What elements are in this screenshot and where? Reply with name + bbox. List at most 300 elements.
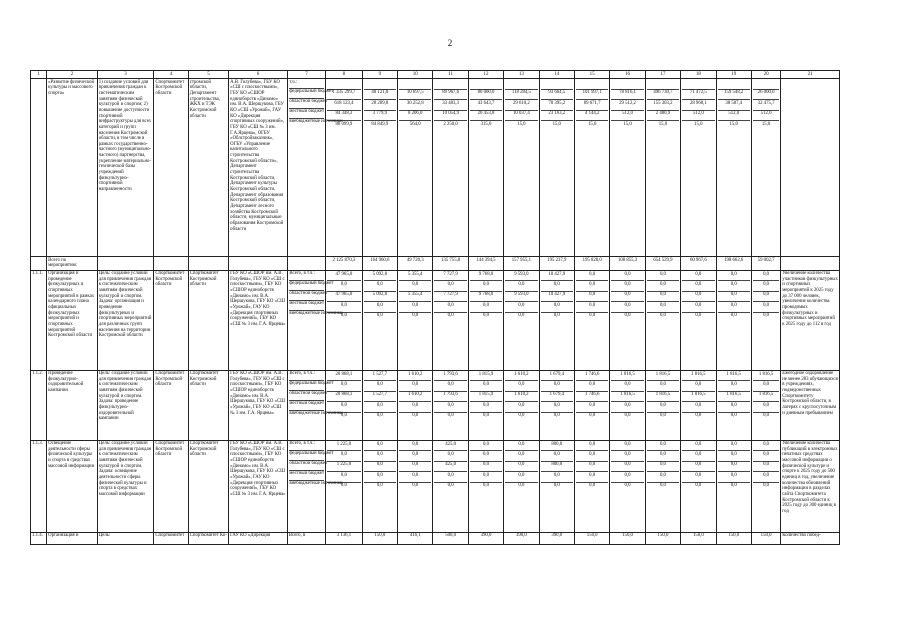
program-value-line: 496 730,7 [647, 90, 679, 100]
column-number: 17 [645, 71, 680, 79]
total-value: 198 662,6 [716, 257, 751, 271]
total-result [781, 257, 840, 271]
program-value-line: 512,0 [682, 111, 714, 121]
program-value-line: 38 587,4 [718, 100, 750, 110]
activity-value-line: 0,0 [541, 381, 573, 391]
program-value-line: 28 968,1 [682, 100, 714, 110]
activity-value-line: 0,0 [340, 313, 347, 319]
activity-value-line: 0,0 [718, 462, 750, 472]
activity-source-line: областной бюджет [289, 461, 324, 471]
column-number-row [31, 71, 840, 79]
activity-source [287, 270, 343, 370]
activity-value-line: 1 610,2 [399, 371, 431, 381]
activity-value-line: 0,0 [647, 472, 679, 482]
activity-value: 390,0 [468, 532, 503, 544]
program-value-line: 618 123,4 [327, 100, 360, 110]
activity-name: Организация и [47, 532, 98, 544]
program-value-line: 4 144,2 [576, 111, 608, 121]
program-value [574, 79, 609, 257]
activity-value-line: 0,0 [376, 483, 383, 489]
program-value-line: 84 348,3 [327, 111, 360, 121]
activity-value-line: 47 965,0 [327, 292, 360, 302]
program-value-line: 512,0 [753, 111, 779, 121]
activity-value-line: 0,0 [589, 413, 596, 419]
activity-value-line: 1 816,5 [718, 392, 750, 402]
activity-value-line: 0,0 [553, 413, 560, 419]
activity-source-line: местный бюджет [289, 471, 324, 481]
column-number: 13 [504, 71, 539, 79]
activity-value [398, 370, 433, 440]
program-value [362, 79, 397, 257]
activity-result: Увеличение количества участников физкультурных и спортивных мероприятий к 2025 году до 37 000 человек, увеличение количества проводимых физкультурных и спортивных мероприятий к 2025 году до 112 в год [781, 270, 840, 370]
activity-value [574, 270, 609, 370]
activity-value-line: 0,0 [399, 451, 431, 461]
activity-value-line: 0,0 [753, 402, 779, 412]
program-value [433, 79, 468, 257]
program-source [287, 79, 343, 257]
activity-value-line: 9 593,0 [505, 292, 537, 302]
activity-value-line: 0,0 [327, 381, 360, 391]
activity-value-line: 0,0 [682, 472, 714, 482]
activity-value-line: 1 679,4 [541, 392, 573, 402]
total-value: 164 960,6 [362, 257, 397, 271]
program-value-line: 159 548,2 [718, 90, 750, 100]
activity-value-line: 0,0 [364, 402, 396, 412]
activity-value-line: 20 868,1 [327, 392, 360, 402]
activity-value-line: 5 355,4 [399, 271, 431, 281]
activity-value: 150,0 [574, 532, 609, 544]
total-value: 144 394,5 [468, 257, 503, 271]
program-coexecutors: стромской области, Департамент строительства, ЖКХ и ТЭК Костромской области [188, 79, 228, 257]
column-number: 9 [362, 71, 397, 79]
activity-value [681, 440, 716, 532]
activity-value-line: 0,0 [340, 483, 347, 489]
activity-value-line: 0,0 [541, 451, 573, 461]
activity-value-line: 0,0 [399, 381, 431, 391]
activity-source-line: местный бюджет [289, 401, 324, 411]
column-number: 14 [539, 71, 574, 79]
activity-value [433, 440, 468, 532]
program-value-line: 28 289,8 [364, 100, 396, 110]
activity-value-line: 0,0 [412, 483, 419, 489]
total-code [31, 257, 47, 271]
program-value-line [682, 80, 714, 90]
total-value: 108 855,3 [610, 257, 645, 271]
column-number: 20 [751, 71, 780, 79]
activity-value [574, 440, 609, 532]
program-source-line: внебюджетные источники [289, 119, 343, 125]
activity-value-line: 0,0 [470, 441, 502, 451]
activity-value-line: 1 816,5 [647, 371, 679, 381]
activity-result: Ежегодное оздоровление не менее 283 обучающихся в учреждениях, подведомственных Спорткомитету Костромской области, в лагерях с круглосуточным и дневным пребыванием [781, 370, 840, 440]
activity-value: 150,0 [610, 532, 645, 544]
activity-value [362, 370, 397, 440]
activity-value [504, 270, 539, 370]
activity-value-line: 0,0 [505, 302, 537, 312]
activity-value-line: 1 816,5 [611, 371, 643, 381]
column-number: 18 [681, 71, 716, 79]
activity-value-line: 0,0 [763, 413, 770, 419]
activity-value-line: 0,0 [327, 402, 360, 412]
activity-participants: ГБУ КО «СШОР им. А.В. Голубева», ГБУ КО «СШ с плоскостными», ГБУ КО «СШОР единоборств «Динамо» им. В.А. Шершукова, ГБУ КО «СШ «Урожай», ГАУ КО «Дирекция спортивных сооружений», ГБУ КО «СШ № 3 им. Г.А. Ярцева» [229, 440, 288, 532]
program-value-line: 8 206,0 [399, 111, 431, 121]
activity-value-line: 0,0 [647, 302, 679, 312]
program-value-line: 15,0 [658, 121, 668, 127]
activity-value-line: 0,0 [470, 302, 502, 312]
activity-value-line: 0,0 [327, 302, 360, 312]
total-empty [229, 257, 288, 271]
activity-value-line: 0,0 [434, 281, 466, 291]
activity-value-line: 1 610,2 [505, 392, 537, 402]
program-result [781, 79, 840, 257]
activity-value [610, 270, 645, 370]
activity-value-line: 0,0 [434, 451, 466, 461]
activity-row [31, 532, 840, 544]
column-number: 7 [287, 71, 325, 79]
activity-source-line: областной бюджет [289, 391, 324, 401]
activity-value-line: 0,0 [376, 313, 383, 319]
activity-source: Всего, в [287, 532, 325, 544]
activity-value-line: 0,0 [412, 313, 419, 319]
program-value-line [611, 80, 643, 90]
activity-value [433, 370, 468, 440]
activity-value-line: 0,0 [576, 472, 608, 482]
program-value-line: 48 121,0 [364, 90, 396, 100]
activity-value-line: 0,0 [763, 483, 770, 489]
activity-value-line: 0,0 [753, 271, 779, 281]
activity-value-line: 0,0 [647, 451, 679, 461]
activity-value-line: 0,0 [611, 281, 643, 291]
activity-value-line: 0,0 [364, 451, 396, 461]
activity-value [539, 440, 574, 532]
activity-value-line: 0,0 [541, 472, 573, 482]
activity-value: 150,0 [716, 532, 751, 544]
activity-value-line: 0,0 [730, 313, 737, 319]
activity-source-line: федеральный бюджет [289, 381, 324, 391]
activity-value [468, 440, 503, 532]
program-value-line: 89 671,7 [576, 100, 608, 110]
activity-name: Организация и проведение физкультурных и спортивных мероприятий в рамках календарного плана официальных физкультурных мероприятий и спортивных мероприятий Костромской области [47, 270, 98, 370]
activity-coexecutor: Спорткомитет Костромской области [188, 440, 228, 532]
activity-value-line: 0,0 [399, 472, 431, 482]
total-value: 195 237,9 [539, 257, 574, 271]
program-value-line [364, 80, 396, 90]
activity-value-line: 0,0 [682, 462, 714, 472]
activity-value-line: 0,0 [482, 413, 489, 419]
activity-value-line: 0,0 [659, 483, 666, 489]
activity-value-line: 0,0 [682, 441, 714, 451]
activity-value-line: 0,0 [470, 462, 502, 472]
activity-source-line: федеральный бюджет [289, 281, 324, 291]
program-value [645, 79, 680, 257]
activity-value-line: 0,0 [718, 472, 750, 482]
column-number: 19 [716, 71, 751, 79]
activity-value-line: 1 816,5 [682, 392, 714, 402]
total-value: 49 720,3 [398, 257, 433, 271]
activity-value [716, 370, 751, 440]
activity-value-line: 0,0 [327, 472, 360, 482]
activity-code: 1.1.3. [31, 440, 47, 532]
activity-value-line: 0,0 [611, 302, 643, 312]
program-value-line: 15,0 [729, 121, 738, 127]
activity-result: Увеличение количества публикаций в электронных печатных средствах массовой информации о физической культуре и спорте к 2025 году до 500 единиц в год, увеличение количества обновлений информации в разделах сайта Спорткомитета Костромской области к 2025 году до 300 единиц в год [781, 440, 840, 532]
program-value-line: 10 037,4 [505, 111, 537, 121]
column-number: 21 [781, 71, 840, 79]
activity-value-line: 0,0 [647, 402, 679, 412]
activity-value-line: 0,0 [763, 313, 770, 319]
activity-value-line: 0,0 [505, 451, 537, 461]
activity-value-line: 0,0 [553, 483, 560, 489]
activity-name: Проведение физкультурно-оздоровительной кампании [47, 370, 98, 440]
program-value-line: 71 472,5 [682, 90, 714, 100]
program-value [504, 79, 539, 257]
activity-value: 500,0 [433, 532, 468, 544]
activity-result: Количество побед- [781, 532, 840, 544]
activity-value [610, 370, 645, 440]
activity-value-line: 0,0 [753, 462, 779, 472]
activity-value-line: 0,0 [447, 413, 454, 419]
activity-value-line: 0,0 [624, 413, 631, 419]
activity-row [31, 440, 840, 532]
activity-value-line: 0,0 [718, 292, 750, 302]
program-source-line: федеральный бюджет [289, 89, 324, 99]
total-empty [97, 257, 154, 271]
activity-value-line: 0,0 [611, 451, 643, 461]
activity-value-line: 0,0 [376, 413, 383, 419]
activity-value [716, 440, 751, 532]
activity-value-line: 0,0 [695, 413, 702, 419]
activity-value-line: 1 225,0 [327, 441, 360, 451]
program-value-line [399, 80, 431, 90]
activity-value: 3 136,1 [326, 532, 362, 544]
program-value-line: 315,0 [480, 121, 492, 127]
program-value-line: 10 054,9 [434, 111, 466, 121]
activity-value-line: 0,0 [611, 472, 643, 482]
activity-source [287, 440, 343, 532]
column-number: 10 [398, 71, 433, 79]
activity-value-line: 1 610,2 [399, 392, 431, 402]
activity-value: 150,0 [362, 532, 397, 544]
activity-source-line: федеральный бюджет [289, 451, 324, 461]
program-value-line: 30 252,8 [399, 100, 431, 110]
activity-value-line: 0,0 [753, 292, 779, 302]
activity-value-line: 0,0 [753, 472, 779, 482]
program-value-line [541, 80, 573, 90]
activity-value-line: 0,0 [505, 381, 537, 391]
program-value-line: 26 000,0 [753, 90, 779, 100]
program-value-line: 1 335 299,7 [327, 90, 360, 100]
activity-participants: ГБУ КО «СШОР им. А.В. Голубева», ГБУ КО «СШ с плоскостными», ГБУ КО «СШОР единоборств «Динамо» им. В.А. Шершукова, ГБУ КО «СШ «Урожай», ГБУ КО «СШ № 3 им. Г.А. Ярцева» [229, 370, 288, 440]
program-value-line: 29 512,2 [611, 100, 643, 110]
program-value-line: 78 395,2 [541, 100, 573, 110]
program-goal: 1) создание условий для привлечения граждан к систематическим занятиям физической культурой и спортом; 2) повышение доступности спортивной инфраструктуры для всех категорий и групп населения Костромской области, в том числе в рамках государственно-частного (муниципально-частного) партнерства, укрепление материально-технической базы учреждений физкультурно-спортивной направленности [97, 79, 154, 257]
activity-value-line: 0,0 [753, 381, 779, 391]
activity-value-line: 5 092,8 [364, 271, 396, 281]
program-value-line [753, 80, 779, 90]
activity-value-line: 10 427,9 [541, 292, 573, 302]
column-number: 2 [47, 71, 98, 79]
activity-value [716, 270, 751, 370]
activity-value-line: 0,0 [695, 313, 702, 319]
activity-value-line: 0,0 [364, 441, 396, 451]
activity-value-line: 7 727,9 [434, 292, 466, 302]
activity-source-line: Всего, в т.ч.: [289, 371, 324, 381]
program-value-line: 15,0 [694, 121, 703, 127]
activity-value-line: 0,0 [518, 413, 525, 419]
activity-coexecutor: Спорткомитет Костромской области [188, 370, 228, 440]
activity-value-line: 425,0 [434, 462, 466, 472]
activity-value-line: 0,0 [718, 451, 750, 461]
activity-value-line: 800,0 [541, 441, 573, 451]
activity-value-line: 0,0 [470, 402, 502, 412]
activity-executor: Спорткомитет Костромской области [154, 270, 188, 370]
activity-value-line: 0,0 [753, 451, 779, 461]
activity-value-line: 0,0 [682, 451, 714, 461]
activity-source-line: областной бюджет [289, 291, 324, 301]
activity-value-line: 0,0 [399, 402, 431, 412]
program-row [31, 79, 840, 257]
activity-participants: ГБУ КО «СШОР им. А.В. Голубева», ГБУ КО «СШ с плоскостными», ГБУ КО «СШОР единоборств «Динамо» им. В.А. Шершукова, ГБУ КО «СШ «Урожай», ГАУ КО «Дирекция спортивных сооружений», ГБУ КО «СШ № 3 им. Г.А. Ярцева» [229, 270, 288, 370]
activity-value-line: 1 815,9 [470, 392, 502, 402]
program-value [681, 79, 716, 257]
activity-source-line: Всего, в т.ч.: [289, 441, 324, 451]
program-total-row [31, 257, 840, 271]
activity-code: 1.1.1. [31, 270, 47, 370]
activity-value-line: 0,0 [682, 271, 714, 281]
program-value-line: 3 779,9 [364, 111, 396, 121]
activity-value-line: 9 593,0 [505, 271, 537, 281]
activity-value-line: 0,0 [682, 281, 714, 291]
activity-value-line: 0,0 [611, 441, 643, 451]
activity-value-line: 0,0 [434, 472, 466, 482]
column-number: 6 [229, 71, 288, 79]
program-value-line [576, 80, 608, 90]
activity-value-line: 0,0 [399, 302, 431, 312]
activity-value-line: 1 746,6 [576, 371, 608, 381]
activity-value-line: 1 746,6 [576, 392, 608, 402]
activity-value-line: 0,0 [518, 483, 525, 489]
activity-value: 150,0 [751, 532, 780, 544]
program-value-line: 2 480,9 [647, 111, 679, 121]
activity-value-line: 0,0 [576, 441, 608, 451]
activity-executor: Спорткомитет Костромской области [154, 370, 188, 440]
program-value-line: 15,0 [761, 121, 771, 127]
program-value [326, 79, 362, 257]
activity-value-line: 0,0 [364, 281, 396, 291]
activity-value: 390,0 [539, 532, 574, 544]
activity-value-line: 0,0 [482, 483, 489, 489]
activity-value-line: 20 868,1 [327, 371, 360, 381]
activity-value [398, 270, 433, 370]
activity-value-line: 0,0 [505, 462, 537, 472]
activity-value-line: 0,0 [730, 483, 737, 489]
activity-value [610, 440, 645, 532]
program-value-line: 101 997,1 [576, 90, 608, 100]
activity-value [574, 370, 609, 440]
activity-value-line: 1 816,5 [682, 371, 714, 381]
total-value: 157 955,1 [504, 257, 539, 271]
program-value-line [470, 80, 502, 90]
program-value-line: 88 099,9 [335, 121, 353, 127]
activity-value-line: 0,0 [327, 281, 360, 291]
activity-value-line: 5 092,8 [364, 292, 396, 302]
activity-value-line: 0,0 [753, 281, 779, 291]
column-number: 16 [610, 71, 645, 79]
activity-value-line: 0,0 [647, 381, 679, 391]
activity-value: 150,0 [681, 532, 716, 544]
activity-value-line: 425,0 [434, 441, 466, 451]
activity-value-line: 10 427,9 [541, 271, 573, 281]
activity-value [468, 270, 503, 370]
activity-value-line: 0,0 [682, 302, 714, 312]
program-value [716, 79, 751, 257]
program-source-line: т.ч.: [289, 80, 324, 90]
program-value-line: 23 163,2 [541, 111, 573, 121]
activity-row [31, 270, 840, 370]
activity-value-line: 0,0 [718, 402, 750, 412]
activity-value-line: 0,0 [518, 313, 525, 319]
program-value [539, 79, 574, 257]
activity-value-line: 1 816,5 [647, 392, 679, 402]
activity-coexecutor: Спорткомитет Ко- [188, 532, 228, 544]
activity-executor: Спорткомитет Костромской области [154, 440, 188, 532]
activity-value-line: 1 527,7 [364, 371, 396, 381]
activity-value-line: 0,0 [611, 271, 643, 281]
program-value [610, 79, 645, 257]
activity-value [645, 270, 680, 370]
activity-value-line: 1 225,0 [327, 462, 360, 472]
activity-value-line: 0,0 [505, 472, 537, 482]
activity-value-line: 0,0 [553, 313, 560, 319]
program-value-line: 564,0 [409, 121, 421, 127]
activity-value-line: 9 768,0 [470, 292, 502, 302]
activity-value-line: 0,0 [447, 313, 454, 319]
activity-value-line: 0,0 [541, 402, 573, 412]
activity-value [468, 370, 503, 440]
program-value-line: 32 475,7 [753, 100, 779, 110]
activity-value [681, 270, 716, 370]
program-value-line: 43 643,7 [470, 100, 502, 110]
program-value [468, 79, 503, 257]
total-value: 59 002,7 [751, 257, 780, 271]
activity-participants: ГАУ КО «Дирекция [229, 532, 288, 544]
program-value-line [327, 80, 360, 90]
activity-value-line: 0,0 [682, 402, 714, 412]
program-value-line: 20 453,8 [470, 111, 502, 121]
program-value-line: 80 000,0 [470, 90, 502, 100]
activity-value-line: 0,0 [470, 472, 502, 482]
activity-value-line: 0,0 [364, 472, 396, 482]
column-number: 15 [574, 71, 609, 79]
activity-value-line: 0,0 [399, 462, 431, 472]
total-value: 135 755,8 [433, 257, 468, 271]
activity-value-line: 0,0 [753, 441, 779, 451]
total-value: 654 529,9 [645, 257, 680, 271]
activity-code: 1.1.4. [31, 532, 47, 544]
activity-value-line: 0,0 [340, 413, 347, 419]
activity-value [751, 440, 780, 532]
program-value-line [434, 80, 466, 90]
activity-value-line: 0,0 [624, 483, 631, 489]
program-value-line: 33 483,3 [434, 100, 466, 110]
page-number: 2 [447, 38, 453, 48]
program-value-line: 84 849,9 [371, 121, 389, 127]
program-source-line: местный бюджет [289, 109, 324, 119]
activity-value-line: 0,0 [399, 441, 431, 451]
activity-value-line: 0,0 [505, 281, 537, 291]
program-value [751, 79, 780, 257]
activity-goal: Цель: создание условий для привлечения граждан к систематическим занятиям физической культурой и спортом. Задача: освещение деятельности сферы физической культуры и спорта в средствах массовой информации [97, 440, 154, 532]
